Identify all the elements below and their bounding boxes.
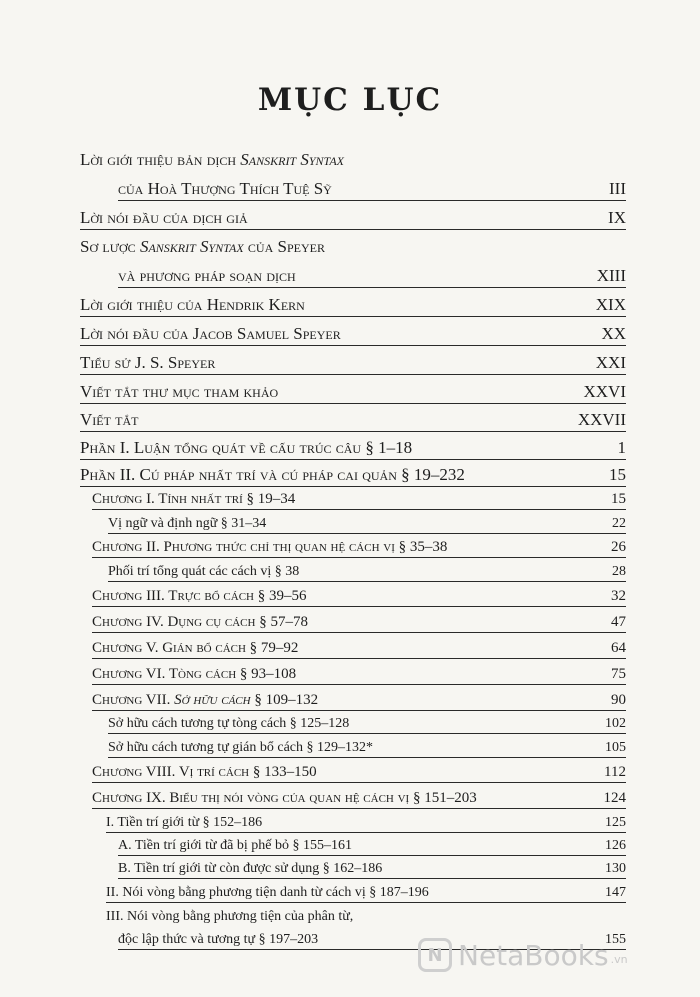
toc-entry-text: Lời giới thiệu bản dịch Sanskrit Syntax [80, 150, 344, 169]
toc-entry-text: Viết tắt [80, 410, 139, 429]
toc-page-number: XIII [596, 266, 626, 285]
toc-entry[interactable] [106, 815, 626, 833]
toc-entry[interactable] [118, 266, 626, 288]
toc-page-number: XXI [595, 353, 626, 372]
toc-entry[interactable] [106, 909, 353, 925]
toc-entry-text: Sở hữu cách tương tự gián bổ cách § 129–132* [108, 740, 374, 755]
toc-page-number: 124 [603, 790, 626, 806]
toc-entry-text: Phối trí tổng quát các cách vị § 38 [108, 564, 300, 579]
toc-entry-text: và phương pháp soạn dịch [118, 266, 296, 285]
toc-page-number: 32 [611, 588, 626, 604]
toc-entry[interactable] [108, 564, 626, 582]
toc-page-number: 147 [605, 885, 626, 900]
toc-entry-text: Lời nói đầu của Jacob Samuel Speyer [80, 324, 341, 343]
toc-page-number: 155 [605, 932, 626, 947]
toc-entry[interactable] [80, 465, 626, 487]
toc-page-number: IX [608, 208, 626, 227]
toc-entry-text: Lời giới thiệu của Hendrik Kern [80, 295, 305, 314]
page-title: MỤC LỤC [257, 82, 443, 118]
toc-entry-text: Chương I. Tính nhất trí § 19–34 [92, 491, 296, 507]
toc-entry-text: Chương II. Phương thức chỉ thị quan hệ cách vị § 35–38 [92, 539, 448, 555]
toc-page-number: 126 [605, 838, 626, 853]
toc-entry[interactable] [80, 237, 325, 257]
toc-entry-text: Tiểu sử J. S. Speyer [80, 353, 216, 372]
toc-entry-text: Chương IX. Biểu thị nói vòng của quan hệ cách vị § 151–203 [92, 790, 477, 806]
toc-page-number: III [609, 179, 626, 198]
toc-entry[interactable] [80, 438, 626, 460]
toc-page-number: 105 [605, 740, 626, 755]
toc-page-number: 15 [611, 491, 626, 507]
toc-page-number: XXVII [577, 410, 626, 429]
toc-page-number: 15 [609, 465, 626, 484]
toc-entry-text: Chương VII. Sở hữu cách § 109–132 [92, 692, 319, 708]
toc-entry[interactable] [92, 588, 626, 607]
toc-entry[interactable] [80, 324, 626, 346]
netabooks-logo-icon: N [418, 938, 452, 972]
toc-entry[interactable] [80, 295, 626, 317]
toc-page-number: XXVI [583, 382, 626, 401]
toc-page-number: 102 [605, 716, 626, 731]
toc-page-number: 130 [605, 861, 626, 876]
watermark [418, 938, 628, 972]
toc-page-number: 28 [612, 564, 626, 579]
toc-entry[interactable] [118, 861, 626, 879]
toc-entry-text: Vị ngữ và định ngữ § 31–34 [108, 516, 267, 531]
toc-entry-text: Chương IV. Dụng cụ cách § 57–78 [92, 614, 308, 630]
toc-entry[interactable] [92, 790, 626, 809]
toc-entry[interactable] [108, 516, 626, 534]
toc-entry[interactable] [106, 885, 626, 903]
toc-entry-text: Chương V. Gián bổ cách § 79–92 [92, 640, 299, 656]
toc-entry[interactable] [118, 179, 626, 201]
toc-page-number: 125 [605, 815, 626, 830]
watermark-text: NetaBooks [458, 938, 609, 972]
toc-entry-text: Sở hữu cách tương tự tòng cách § 125–128 [108, 716, 350, 731]
toc-page-number: XX [601, 324, 626, 343]
toc-page-number: 64 [611, 640, 626, 656]
toc-entry-text: Phần I. Luận tổng quát về cấu trúc câu § 1–18 [80, 438, 413, 457]
toc-entry-text: Chương VI. Tòng cách § 93–108 [92, 666, 297, 682]
toc-entry[interactable] [92, 666, 626, 685]
toc-entry[interactable] [80, 208, 626, 230]
toc-page-number: 1 [617, 438, 626, 457]
toc-page-number: XIX [595, 295, 626, 314]
toc-entry-text: Chương VIII. Vị trí cách § 133–150 [92, 764, 317, 780]
toc-entry-text: Sơ lược Sanskrit Syntax của Speyer [80, 237, 325, 256]
toc-entry-text: của Hoà Thượng Thích Tuệ Sỹ [118, 179, 332, 198]
toc-entry[interactable] [80, 382, 626, 404]
toc-entry-text: Chương III. Trực bổ cách § 39–56 [92, 588, 307, 604]
toc-entry[interactable] [92, 764, 626, 783]
toc-entry-text: II. Nói vòng bằng phương tiện danh từ cách vị § 187–196 [106, 885, 429, 900]
toc-entry-text: B. Tiền trí giới từ còn được sử dụng § 162–186 [118, 861, 383, 876]
toc-entry-text: I. Tiền trí giới từ § 152–186 [106, 815, 263, 830]
toc-entry[interactable] [92, 491, 626, 510]
toc-page-number: 75 [611, 666, 626, 682]
toc-entry-text: Viết tắt thư mục tham khảo [80, 382, 279, 401]
toc-entry-text: III. Nói vòng bằng phương tiện của phân từ, [106, 909, 354, 924]
toc-entry[interactable] [118, 838, 626, 856]
toc-page-number: 112 [604, 764, 626, 780]
toc-entry[interactable] [92, 614, 626, 633]
toc-entry[interactable] [92, 692, 626, 711]
toc-entry[interactable] [80, 353, 626, 375]
toc-entry[interactable] [108, 716, 626, 734]
watermark-suffix: .vn [610, 953, 628, 966]
toc-page-number: 90 [611, 692, 626, 708]
toc-entry[interactable] [80, 410, 626, 432]
toc-entry[interactable] [80, 150, 344, 170]
toc-entry-text: Phần II. Cú pháp nhất trí và cú pháp cai quản § 19–232 [80, 465, 465, 484]
toc-entry[interactable] [92, 640, 626, 659]
toc-entry[interactable] [92, 539, 626, 558]
toc-page-number: 26 [611, 539, 626, 555]
toc-entry-text: độc lập thức và tương tự § 197–203 [118, 932, 319, 947]
toc-entry-text: A. Tiền trí giới từ đã bị phế bỏ § 155–161 [118, 838, 352, 853]
toc-entry-text: Lời nói đầu của dịch giả [80, 208, 248, 227]
toc-entry[interactable] [108, 740, 626, 758]
toc-page-number: 47 [611, 614, 626, 630]
toc-page-number: 22 [612, 516, 626, 531]
